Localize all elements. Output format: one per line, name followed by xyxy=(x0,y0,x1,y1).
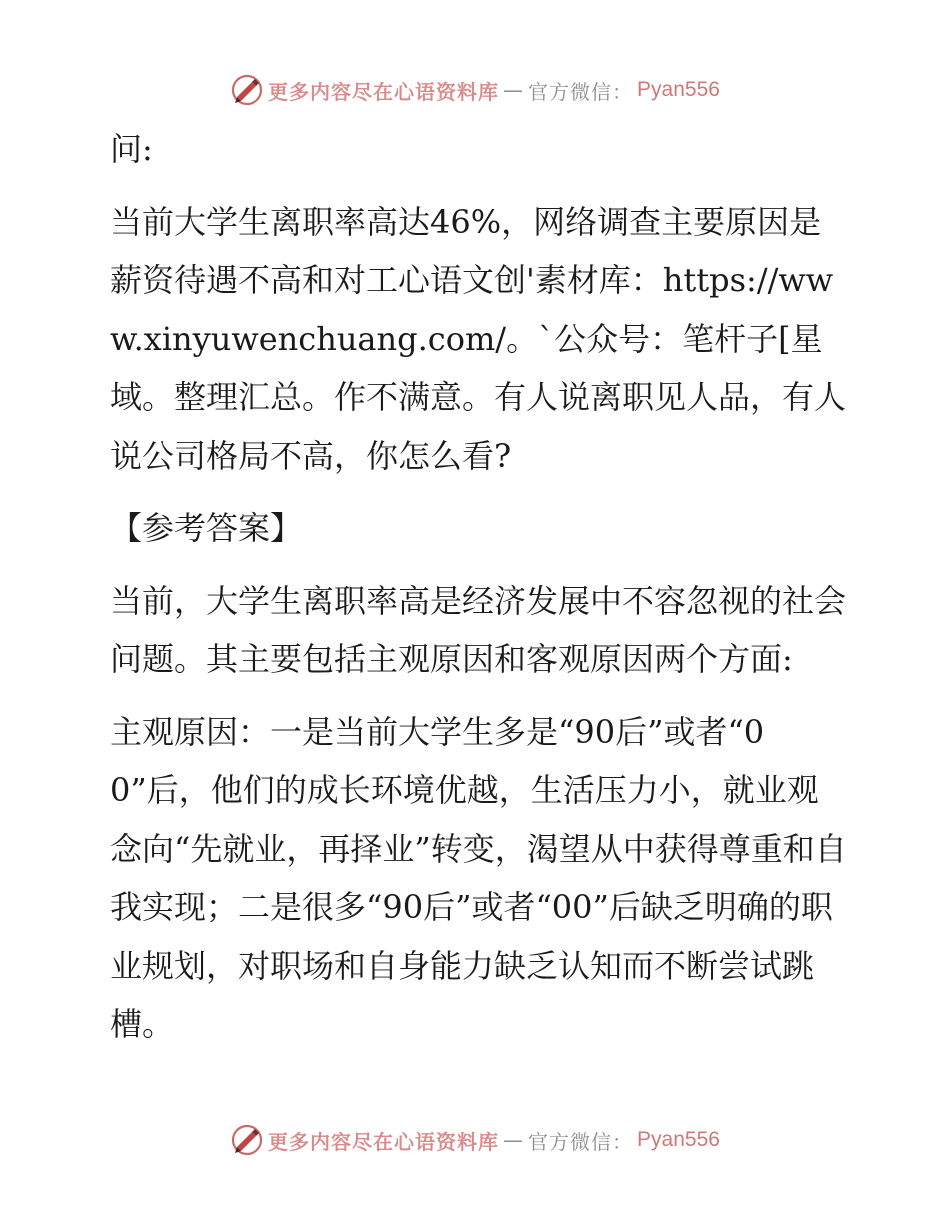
banner-brand-text: 更多内容尽在心语资料库 xyxy=(268,1129,500,1154)
question-label: 问: xyxy=(110,130,153,168)
answer-paragraph-2: 主观原因：一是当前大学生多是“90后”或者“00”后，他们的成长环境优越，生活压力小，就业观念向“先就业，再择业”转变，渴望从中获得尊重和自我实现；二是很多“90后”或者“00”后缺乏明确的职业规划，对职场和自身能力缺乏认知而不断尝试跳槽。 xyxy=(110,712,847,1043)
answer-label: 【参考答案】 xyxy=(110,509,303,547)
top-banner xyxy=(0,70,950,110)
bottom-banner xyxy=(0,1120,950,1160)
pen-logo-icon xyxy=(230,1123,264,1157)
pen-logo-icon xyxy=(230,73,264,107)
banner-inner xyxy=(230,1123,720,1157)
banner-official-label: 官方微信： xyxy=(528,1129,634,1154)
answer-paragraph-1: 当前，大学生离职率高是经济发展中不容忽视的社会问题。其主要包括主观原因和客观原因两个方面: xyxy=(110,581,847,678)
banner-brand-text: 更多内容尽在心语资料库 xyxy=(268,79,500,104)
banner-wechat-id: Pyan556 xyxy=(637,1128,720,1151)
banner-wechat-id: Pyan556 xyxy=(637,78,720,101)
banner-separator: — xyxy=(503,1128,525,1152)
banner-official-label: 官方微信： xyxy=(528,79,634,104)
banner-separator: — xyxy=(503,78,525,102)
document-body xyxy=(98,120,850,1054)
banner-inner xyxy=(230,73,720,107)
question-text: 当前大学生离职率高达46%，网络调查主要原因是薪资待遇不高和对工心语文创'素材库：https://www.xinyuwenchuang.com/。`公众号：笔杆子[星域。整理汇总。作不满意。有人说离职见人品，有人说公司格局不高，你怎么看? xyxy=(110,202,847,475)
